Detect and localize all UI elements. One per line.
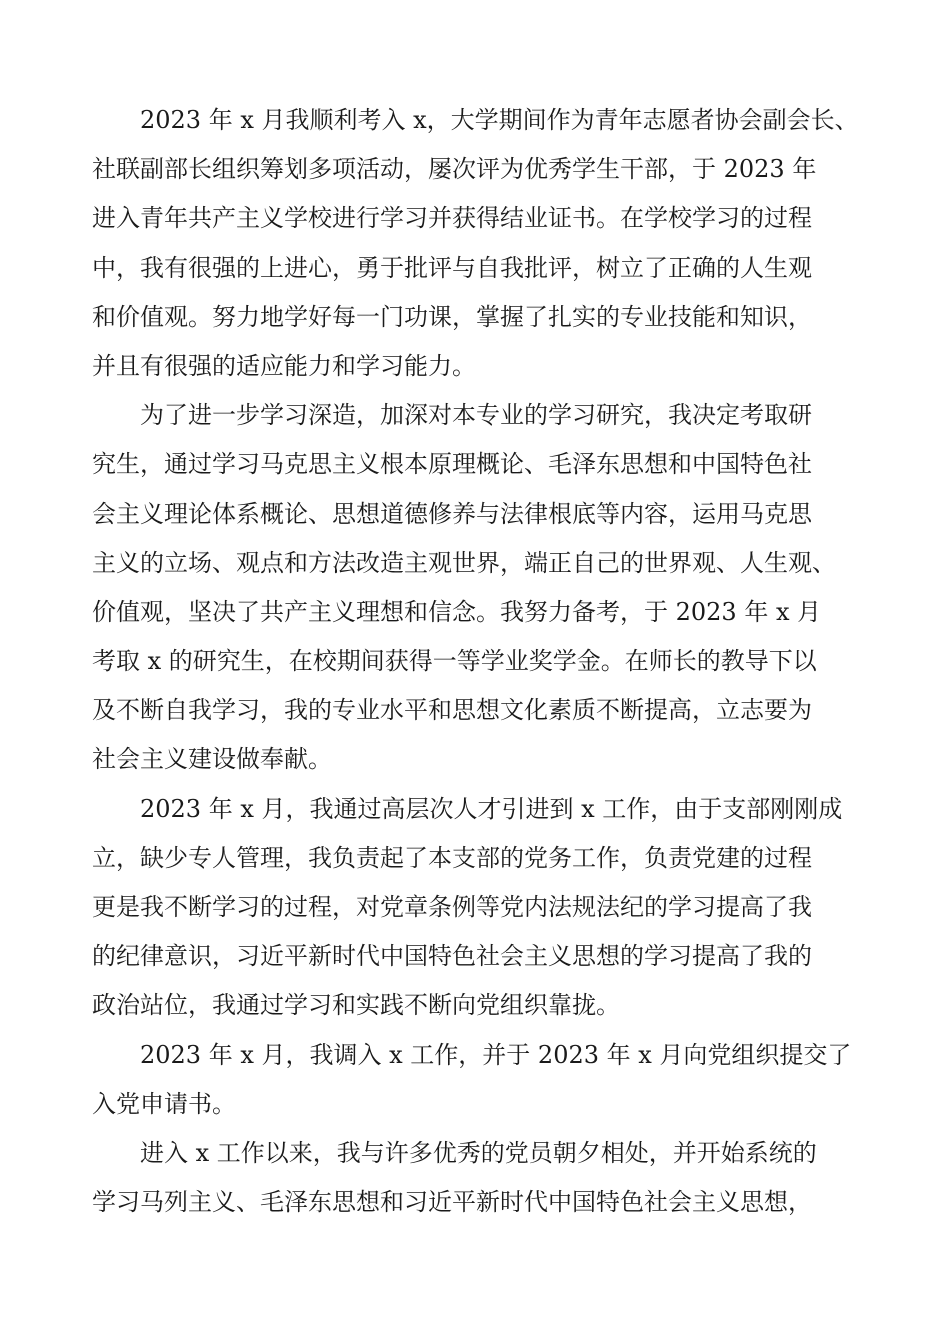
paragraph-line: 进入 x 工作以来，我与许多优秀的党员朝夕相处，并开始系统的 — [140, 1138, 817, 1167]
paragraph-line: 和价值观。努力地学好每一门功课，掌握了扎实的专业技能和知识， — [92, 302, 812, 331]
paragraph-line: 2023 年 x 月，我调入 x 工作，并于 2023 年 x 月向党组织提交了 — [140, 1040, 852, 1069]
paragraph-line: 立，缺少专人管理，我负责起了本支部的党务工作，负责党建的过程 — [92, 843, 812, 872]
paragraph-line: 更是我不断学习的过程，对党章条例等党内法规法纪的学习提高了我 — [92, 893, 812, 921]
paragraph-line: 进入青年共产主义学校进行学习并获得结业证书。在学校学习的过程 — [92, 204, 812, 233]
paragraph-line: 考取 x 的研究生，在校期间获得一等学业奖学金。在师长的教导下以 — [92, 647, 817, 676]
paragraph-line: 的纪律意识，习近平新时代中国特色社会主义思想的学习提高了我的 — [92, 942, 812, 971]
paragraph-line: 会主义理论体系概论、思想道德修养与法律根底等内容，运用马克思 — [92, 499, 812, 528]
paragraph-4 — [92, 1031, 872, 1129]
paragraph-line: 中，我有很强的上进心，勇于批评与自我批评，树立了正确的人生观 — [92, 253, 812, 282]
paragraph-line: 为了进一步学习深造，加深对本专业的学习研究，我决定考取研 — [140, 401, 812, 430]
paragraph-5 — [92, 1129, 872, 1227]
paragraph-line: 学习马列主义、毛泽东思想和习近平新时代中国特色社会主义思想， — [92, 1188, 812, 1217]
paragraph-line: 政治站位，我通过学习和实践不断向党组织靠拢。 — [92, 991, 620, 1020]
document-body — [92, 96, 872, 1227]
paragraph-line: 主义的立场、观点和方法改造主观世界，端正自己的世界观、人生观、 — [92, 548, 836, 577]
paragraph-2 — [92, 391, 872, 785]
paragraph-3 — [92, 785, 872, 1031]
paragraph-line: 社会主义建设做奉献。 — [92, 745, 332, 774]
paragraph-line: 究生，通过学习马克思主义根本原理概论、毛泽东思想和中国特色社 — [92, 450, 812, 479]
paragraph-line: 价值观，坚决了共产主义理想和信念。我努力备考，于 2023 年 x 月 — [92, 597, 822, 626]
paragraph-line: 并且有很强的适应能力和学习能力。 — [92, 351, 476, 380]
paragraph-line: 社联副部长组织筹划多项活动，屡次评为优秀学生干部，于 2023 年 — [92, 155, 817, 184]
paragraph-line: 2023 年 x 月我顺利考入 x，大学期间作为青年志愿者协会副会长、 — [140, 106, 859, 134]
paragraph-line: 2023 年 x 月，我通过高层次人才引进到 x 工作，由于支部刚刚成 — [140, 794, 843, 823]
paragraph-line: 及不断自我学习，我的专业水平和思想文化素质不断提高，立志要为 — [92, 696, 812, 725]
paragraph-line: 入党申请书。 — [92, 1089, 236, 1118]
paragraph-1 — [92, 96, 872, 391]
